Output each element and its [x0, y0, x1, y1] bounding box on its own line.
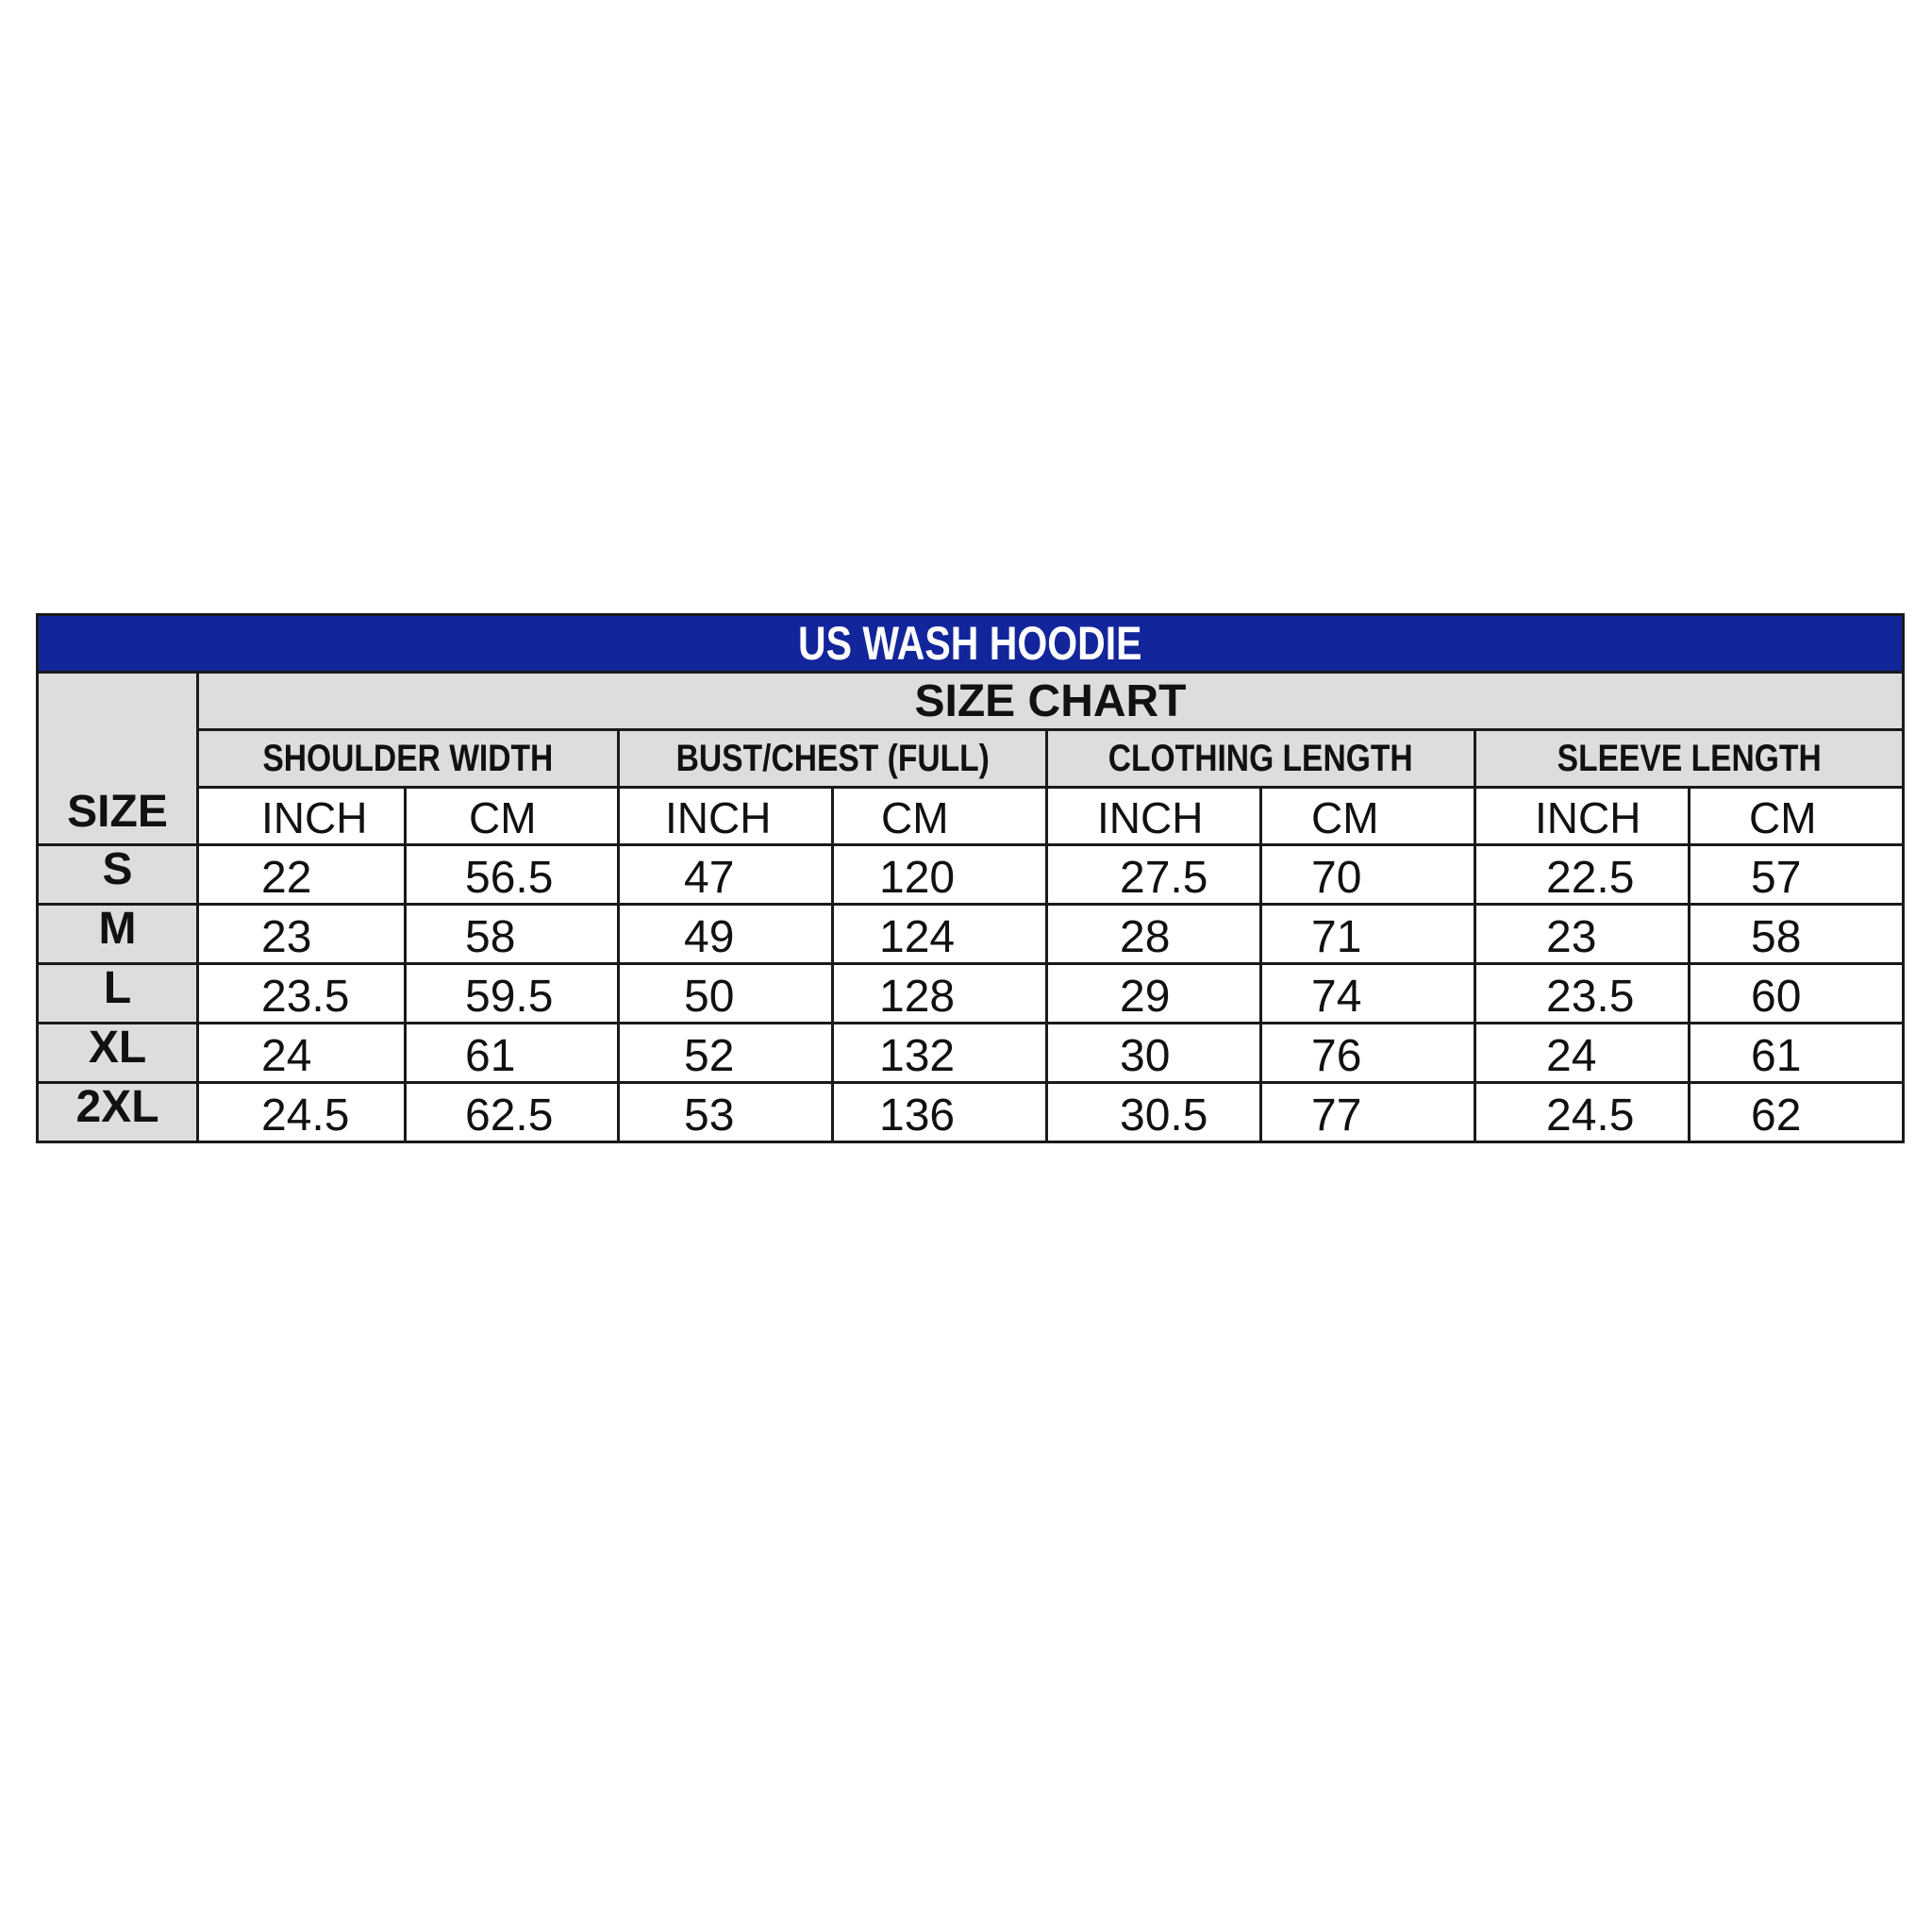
table-cell: 132: [833, 1024, 1047, 1083]
group-header-sleeve-length: SLEEVE LENGTH: [1475, 730, 1904, 788]
table-cell: 28: [1047, 905, 1261, 964]
table-cell: 61: [1690, 1024, 1904, 1083]
table-row: [38, 1083, 1904, 1142]
table-cell: 76: [1261, 1024, 1475, 1083]
table-cell: 70: [1261, 845, 1475, 905]
group-header-clothing-length: CLOTHING LENGTH: [1047, 730, 1475, 788]
table-cell: 30.5: [1047, 1083, 1261, 1142]
table-cell: 60: [1690, 964, 1904, 1024]
table-cell: 47: [619, 845, 833, 905]
size-column-header: SIZE: [38, 673, 198, 845]
table-row: [38, 905, 1904, 964]
table-cell: 58: [1690, 905, 1904, 964]
unit-header: CM: [1261, 788, 1475, 845]
group-header-row: [38, 730, 1904, 788]
table-row: [38, 845, 1904, 905]
table-row: [38, 1024, 1904, 1083]
table-cell: 56.5: [406, 845, 619, 905]
table-cell: 24: [198, 1024, 406, 1083]
size-chart-table: [36, 613, 1905, 1143]
table-cell: 23.5: [198, 964, 406, 1024]
size-label: S: [38, 845, 198, 905]
table-cell: 59.5: [406, 964, 619, 1024]
table-cell: 136: [833, 1083, 1047, 1142]
chart-title: US WASH HOODIE: [38, 615, 1904, 673]
table-cell: 24: [1475, 1024, 1690, 1083]
subtitle-row: [38, 673, 1904, 730]
table-cell: 74: [1261, 964, 1475, 1024]
table-cell: 128: [833, 964, 1047, 1024]
title-row: [38, 615, 1904, 673]
unit-header: INCH: [198, 788, 406, 845]
unit-header: INCH: [1047, 788, 1261, 845]
table-cell: 27.5: [1047, 845, 1261, 905]
unit-header: CM: [1690, 788, 1904, 845]
unit-header: CM: [833, 788, 1047, 845]
table-cell: 29: [1047, 964, 1261, 1024]
table-cell: 50: [619, 964, 833, 1024]
table-cell: 23.5: [1475, 964, 1690, 1024]
table-cell: 62: [1690, 1083, 1904, 1142]
table-cell: 124: [833, 905, 1047, 964]
table-cell: 52: [619, 1024, 833, 1083]
table-cell: 53: [619, 1083, 833, 1142]
table-cell: 23: [198, 905, 406, 964]
table-cell: 22: [198, 845, 406, 905]
table-cell: 61: [406, 1024, 619, 1083]
group-header-shoulder-width: SHOULDER WIDTH: [198, 730, 619, 788]
size-label: M: [38, 905, 198, 964]
table-cell: 120: [833, 845, 1047, 905]
table-cell: 24.5: [198, 1083, 406, 1142]
table-cell: 49: [619, 905, 833, 964]
size-label: 2XL: [38, 1083, 198, 1142]
table-cell: 23: [1475, 905, 1690, 964]
size-label: XL: [38, 1024, 198, 1083]
table-cell: 22.5: [1475, 845, 1690, 905]
unit-header: INCH: [619, 788, 833, 845]
group-header-bust-chest: BUST/CHEST (FULL): [619, 730, 1047, 788]
unit-header: CM: [406, 788, 619, 845]
table-cell: 57: [1690, 845, 1904, 905]
size-label: L: [38, 964, 198, 1024]
chart-subtitle: SIZE CHART: [198, 673, 1904, 730]
unit-header-row: [38, 788, 1904, 845]
table-cell: 77: [1261, 1083, 1475, 1142]
table-cell: 24.5: [1475, 1083, 1690, 1142]
table-cell: 62.5: [406, 1083, 619, 1142]
table-cell: 30: [1047, 1024, 1261, 1083]
table-cell: 71: [1261, 905, 1475, 964]
table-row: [38, 964, 1904, 1024]
table-cell: 58: [406, 905, 619, 964]
unit-header: INCH: [1475, 788, 1690, 845]
